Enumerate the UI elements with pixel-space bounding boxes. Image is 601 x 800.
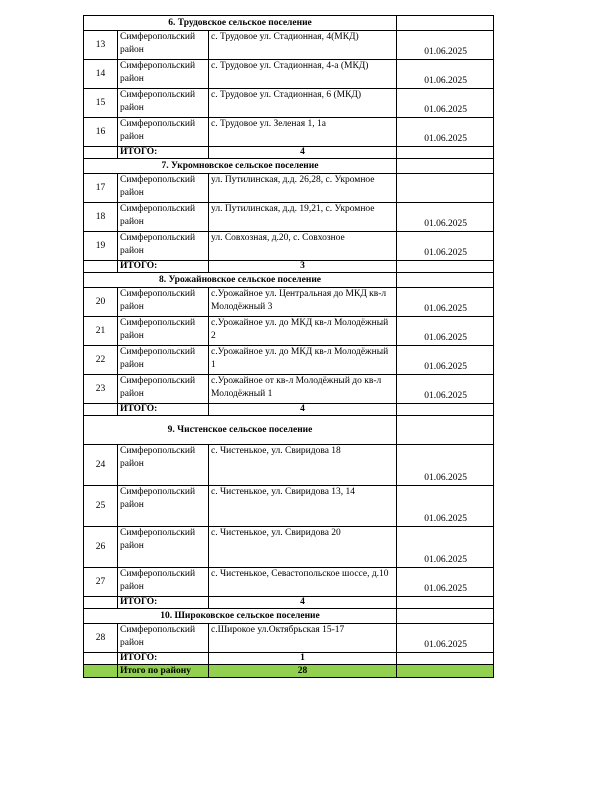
grand-total-count: 28: [209, 665, 397, 678]
row-address: с. Трудовое ул. Стадионная, 4-а (МКД): [209, 60, 397, 89]
total-label: ИТОГО:: [118, 261, 209, 273]
row-number: 14: [84, 60, 118, 89]
row-date: [397, 174, 494, 203]
row-district: Симферопольский район: [118, 89, 209, 118]
grand-total-label: Итого по району: [118, 665, 209, 678]
total-date-cell: [397, 147, 494, 159]
row-district: Симферопольский район: [118, 486, 209, 527]
total-date-cell: [397, 261, 494, 273]
table-row: [84, 118, 494, 147]
table-row: [84, 568, 494, 597]
row-district: Симферопольский район: [118, 445, 209, 486]
row-number: 21: [84, 317, 118, 346]
row-number: 18: [84, 203, 118, 232]
row-district: Симферопольский район: [118, 527, 209, 568]
row-number: 23: [84, 375, 118, 404]
table-row: [84, 203, 494, 232]
grand-total-date-cell: [397, 665, 494, 678]
row-number: 13: [84, 31, 118, 60]
row-date: 01.06.2025: [397, 445, 494, 486]
total-label: ИТОГО:: [118, 404, 209, 416]
section-title: 8. Урожайновское сельское поселение: [84, 273, 397, 288]
total-date-cell: [397, 653, 494, 665]
section-total-row: [84, 653, 494, 665]
row-address: с. Чистенькое, ул. Свиридова 13, 14: [209, 486, 397, 527]
row-date: 01.06.2025: [397, 624, 494, 653]
row-address: с. Чистенькое, Севастопольское шоссе, д.10: [209, 568, 397, 597]
total-count: 4: [209, 404, 397, 416]
section-title: 6. Трудовское сельское поселение: [84, 16, 397, 31]
section-header-date-cell: [397, 609, 494, 624]
table-row: [84, 527, 494, 568]
row-date: 01.06.2025: [397, 232, 494, 261]
row-address: с. Чистенькое, ул. Свиридова 20: [209, 527, 397, 568]
table-row: [84, 375, 494, 404]
table-row: [84, 232, 494, 261]
section-title: 10. Широковское сельское поселение: [84, 609, 397, 624]
row-address: с.Урожайное ул. Центральная до МКД кв-л Молодёжный 3: [209, 288, 397, 317]
row-number: 17: [84, 174, 118, 203]
row-date: 01.06.2025: [397, 375, 494, 404]
row-district: Симферопольский район: [118, 317, 209, 346]
row-district: Симферопольский район: [118, 288, 209, 317]
table-row: [84, 89, 494, 118]
row-date: 01.06.2025: [397, 89, 494, 118]
section-title: 7. Укромновское сельское поселение: [84, 159, 397, 174]
section-header-row: [84, 16, 494, 31]
section-header-row: [84, 416, 494, 445]
section-header-date-cell: [397, 16, 494, 31]
row-date: 01.06.2025: [397, 288, 494, 317]
row-number: 27: [84, 568, 118, 597]
table-row: [84, 174, 494, 203]
row-address: с. Трудовое ул. Стадионная, 4(МКД): [209, 31, 397, 60]
section-header-date-cell: [397, 273, 494, 288]
row-number: 16: [84, 118, 118, 147]
row-address: с. Чистенькое, ул. Свиридова 18: [209, 445, 397, 486]
section-header-row: [84, 159, 494, 174]
row-address: с.Урожайное ул. до МКД кв-л Молодёжный 1: [209, 346, 397, 375]
total-empty-cell: [84, 597, 118, 609]
row-address: с.Урожайное ул. до МКД кв-л Молодёжный 2: [209, 317, 397, 346]
row-district: Симферопольский район: [118, 203, 209, 232]
section-title: 9. Чистенское сельское поселение: [84, 416, 397, 445]
section-header-date-cell: [397, 159, 494, 174]
row-number: 15: [84, 89, 118, 118]
row-address: с. Трудовое ул. Зеленая 1, 1а: [209, 118, 397, 147]
total-count: 4: [209, 597, 397, 609]
section-total-row: [84, 261, 494, 273]
table-row: [84, 624, 494, 653]
section-total-row: [84, 404, 494, 416]
total-empty-cell: [84, 404, 118, 416]
row-district: Симферопольский район: [118, 31, 209, 60]
row-number: 25: [84, 486, 118, 527]
table-row: [84, 486, 494, 527]
row-date: 01.06.2025: [397, 317, 494, 346]
row-district: Симферопольский район: [118, 375, 209, 404]
row-number: 26: [84, 527, 118, 568]
section-header-row: [84, 273, 494, 288]
row-address: с.Урожайное от кв-л Молодёжный до кв-л Молодёжный 1: [209, 375, 397, 404]
row-date: 01.06.2025: [397, 568, 494, 597]
total-empty-cell: [84, 653, 118, 665]
row-district: Симферопольский район: [118, 568, 209, 597]
row-district: Симферопольский район: [118, 60, 209, 89]
row-district: Симферопольский район: [118, 232, 209, 261]
row-number: 19: [84, 232, 118, 261]
row-date: 01.06.2025: [397, 31, 494, 60]
row-date: 01.06.2025: [397, 118, 494, 147]
table-row: [84, 60, 494, 89]
total-empty-cell: [84, 261, 118, 273]
row-date: 01.06.2025: [397, 527, 494, 568]
row-district: Симферопольский район: [118, 346, 209, 375]
table-row: [84, 346, 494, 375]
row-address: с.Широкое ул.Октябрьская 15-17: [209, 624, 397, 653]
grand-total-empty-cell: [84, 665, 118, 678]
row-address: с. Трудовое ул. Стадионная, 6 (МКД): [209, 89, 397, 118]
row-date: 01.06.2025: [397, 346, 494, 375]
total-count: 4: [209, 147, 397, 159]
total-count: 1: [209, 653, 397, 665]
row-date: 01.06.2025: [397, 203, 494, 232]
row-address: ул. Путилинская, д.д. 26,28, с. Укромное: [209, 174, 397, 203]
row-address: ул. Путилинская, д.д. 19,21, с. Укромное: [209, 203, 397, 232]
row-date: 01.06.2025: [397, 486, 494, 527]
row-number: 20: [84, 288, 118, 317]
row-number: 24: [84, 445, 118, 486]
section-total-row: [84, 597, 494, 609]
total-label: ИТОГО:: [118, 653, 209, 665]
section-total-row: [84, 147, 494, 159]
row-district: Симферопольский район: [118, 118, 209, 147]
total-count: 3: [209, 261, 397, 273]
table-row: [84, 445, 494, 486]
row-number: 28: [84, 624, 118, 653]
row-address: ул. Совхозная, д.20, с. Совхозное: [209, 232, 397, 261]
total-label: ИТОГО:: [118, 147, 209, 159]
table-row: [84, 31, 494, 60]
row-district: Симферопольский район: [118, 174, 209, 203]
section-header-date-cell: [397, 416, 494, 445]
table-body: [84, 16, 494, 678]
document-table: [83, 15, 494, 678]
row-number: 22: [84, 346, 118, 375]
row-district: Симферопольский район: [118, 624, 209, 653]
total-date-cell: [397, 404, 494, 416]
section-header-row: [84, 609, 494, 624]
total-empty-cell: [84, 147, 118, 159]
total-date-cell: [397, 597, 494, 609]
total-label: ИТОГО:: [118, 597, 209, 609]
row-date: 01.06.2025: [397, 60, 494, 89]
table-row: [84, 288, 494, 317]
table-row: [84, 317, 494, 346]
grand-total-row: [84, 665, 494, 678]
